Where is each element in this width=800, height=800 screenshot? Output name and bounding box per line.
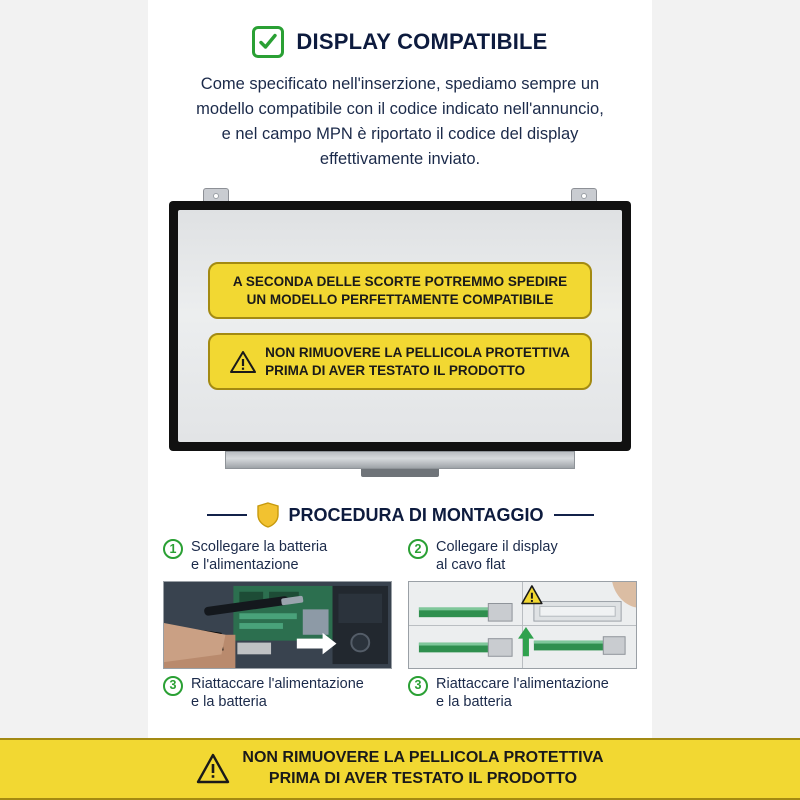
left-margin	[0, 0, 148, 800]
callout-stock-notice	[208, 262, 592, 319]
divider-right	[554, 514, 594, 516]
step-number-1: 1	[163, 539, 183, 559]
header	[148, 0, 652, 58]
step-3-line-2: e la batteria	[191, 693, 267, 710]
procedure-header	[148, 502, 652, 528]
step-4-line-2: e la batteria	[436, 693, 512, 710]
intro-line-4: effettivamente inviato.	[319, 150, 481, 169]
step-photo-battery-disconnect	[163, 581, 392, 669]
callout-film-line-1: NON RIMUOVERE LA PELLICOLA PROTETTIVA	[265, 345, 570, 361]
step-text-2	[436, 538, 558, 574]
callout-stock-line-2: UN MODELLO PERFETTAMENTE COMPATIBILE	[246, 291, 554, 307]
intro-line-2: modello compatibile con il codice indicato nell'annuncio,	[196, 100, 604, 119]
step-1-line-1: Scollegare la batteria	[191, 539, 328, 556]
panel-bezel	[169, 201, 631, 451]
right-margin	[652, 0, 800, 800]
shield-icon	[257, 502, 279, 528]
content-column	[148, 0, 652, 800]
intro-line-1: Come specificato nell'inserzione, spediamo sempre un	[200, 75, 600, 93]
step-1-line-2: e l'alimentazione	[191, 557, 299, 574]
panel-screen-area	[178, 210, 622, 442]
display-panel-illustration	[165, 188, 635, 488]
step-label-2	[408, 538, 637, 574]
warning-triangle-icon	[196, 753, 230, 784]
step-number-2: 2	[408, 539, 428, 559]
check-mark-icon	[252, 26, 284, 58]
panel-flat-cable-connector	[361, 469, 439, 477]
intro-paragraph	[165, 72, 635, 172]
step-3-line-1: Riattaccare l'alimentazione	[191, 675, 364, 692]
page-title: DISPLAY COMPATIBILE	[296, 29, 548, 54]
panel-backlight-strip	[225, 451, 575, 469]
callout-protective-film	[208, 333, 592, 390]
step-text-1	[191, 538, 327, 574]
step-number-4: 3	[408, 676, 428, 696]
footer-warning-text	[242, 748, 603, 789]
step-2-line-1: Collegare il display	[436, 539, 558, 556]
step-text-3	[191, 675, 364, 711]
divider-left	[207, 514, 247, 516]
footer-warning-banner	[0, 738, 800, 800]
step-label-1	[163, 538, 392, 574]
step-text-4	[436, 675, 609, 711]
panel-mount-tab-right	[571, 188, 597, 202]
footer-line-1: NON RIMUOVERE LA PELLICOLA PROTETTIVA	[242, 749, 604, 767]
step-label-4	[408, 675, 637, 711]
panel-mount-tab-left	[203, 188, 229, 202]
callout-film-text	[265, 344, 570, 379]
procedure-steps	[163, 538, 637, 711]
step-label-3	[163, 675, 392, 711]
step-2-line-2: al cavo flat	[436, 557, 506, 574]
warning-triangle-icon	[230, 350, 256, 374]
callout-stock-line-1: A SECONDA DELLE SCORTE POTREMMO SPEDIRE	[232, 274, 568, 290]
intro-line-3: e nel campo MPN è riportato il codice del display	[221, 125, 579, 144]
footer-line-2: PRIMA DI AVER TESTATO IL PRODOTTO	[268, 769, 578, 787]
step-4-line-1: Riattaccare l'alimentazione	[436, 675, 609, 692]
procedure-title: PROCEDURA DI MONTAGGIO	[288, 504, 544, 525]
step-photo-flat-cable-connect	[408, 581, 637, 669]
callout-film-line-2: PRIMA DI AVER TESTATO IL PRODOTTO	[265, 362, 526, 378]
step-number-3: 3	[163, 676, 183, 696]
